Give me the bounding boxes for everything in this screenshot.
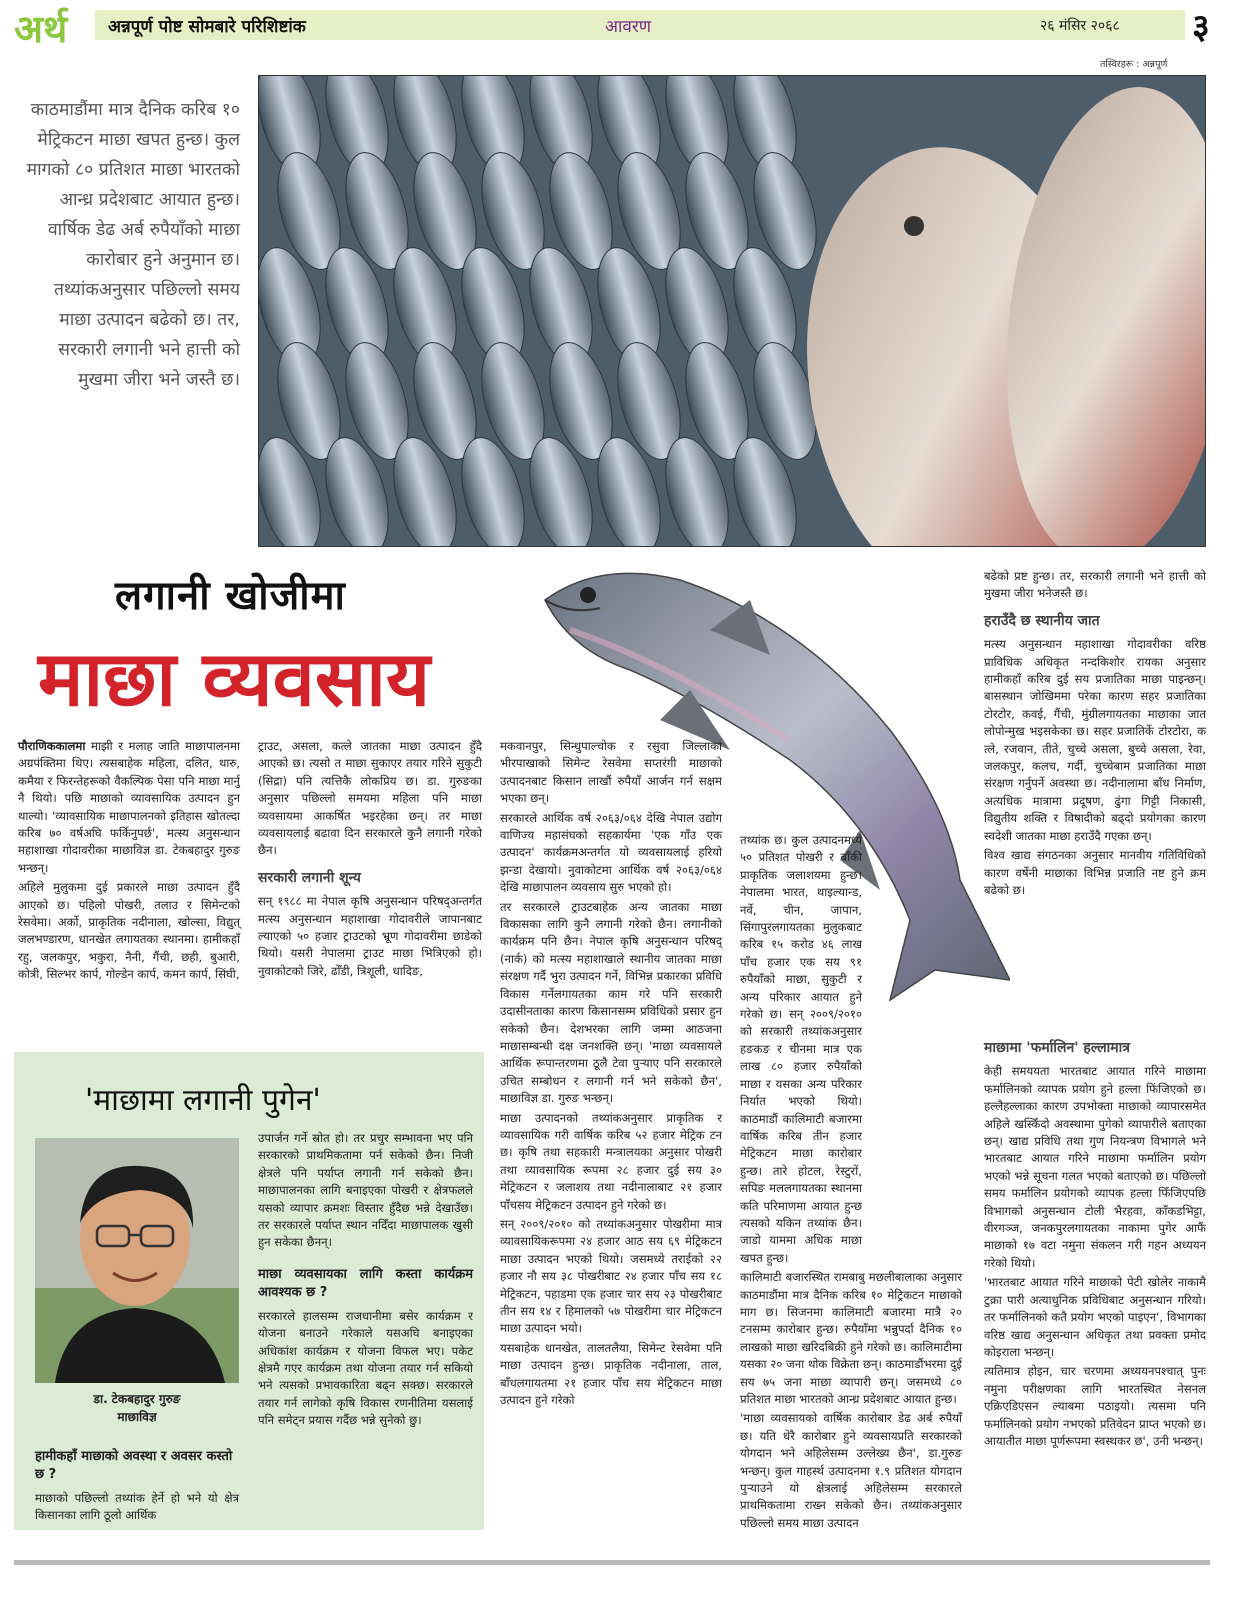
paper-name: अन्नपूर्ण पोष्ट सोमबारे परिशिष्टांक bbox=[108, 17, 306, 37]
interview-question-2: माछा व्यवसायका लागि कस्ता कार्यक्रम आवश्यक छ ? bbox=[258, 1266, 473, 1300]
article-column-2: ट्राउट, असला, कत्ले जातका माछा उत्पादन हुँदै आएको छ। त्यसो त माछा सुकाएर तयार गरिने सुकुटी (सिद्रा) पनि त्यत्तिकै लोकप्रिय छ। डा. गुरुङका अनुसार पछिल्लो समयमा महिला पनि माछा व्यवसायमा आकर्षित भइरहेका छन्। तर माछा व्यवसायलाई बढावा दिन सरकारले कुनै लगानी गरेको छैन। सरकारी लगानी शून्य सन् १९८८ मा नेपाल कृषि अनुसन्धान परिषद्अन्तर्गत मत्स्य अनुसन्धान महाशाखा गोदावरीले जापानबाट ल्याएको ५० हजार ट्राउटको भ्रूण गोदावरीमा छाडेको थियो। यसरी नेपालमा ट्राउट माछा भित्रिएको हो। नुवाकोटको जिरे, ढोँडी, त्रिशूली, धादिङ, bbox=[258, 739, 482, 978]
page-number: ३ bbox=[1192, 7, 1210, 47]
portrait-photo bbox=[35, 1138, 239, 1383]
headline: माछा व्यवसाय bbox=[38, 634, 431, 723]
article-column-5: बढेको प्रष्ट हुन्छ। तर, सरकारी लगानी भने हात्ती को मुखमा जीरा भनेजस्तै छ। हराउँदै छ स्थानीय जात मत्स्य अनुसन्धान महाशाखा गोदावरीका वरिष्ठ प्राविधिक अधिकृत नन्दकिशोर रायका अनुसार हामीकहाँ करिब दुई सय प्रजातिका माछा पाइन्छन्। बासस्थान जोखिममा परेका कारण सहर प्रजातिका टोरटोर, कवई, गैंची, मुंग्रीलगायतका माछाका जात लोपोन्मुख भइसकेका छ। सहर प्रजातिर्के टोरटोरा, क त्ले, रजवान, तीते, चुच्चे असला, बुच्चे असला, रेवा, जलकपुर, कलच, गर्दी, चुच्चेबाम प्रजातिका माछा संरक्षण गर्नुपर्ने अवस्था छ। नदीनालामा बाँध निर्माण, अत्यधिक मात्रामा प्रदूषण, ढुंगा गिट्टी निकासी, विद्युतीय शक्ति र विषादीको बढ्दो प्रयोगका कारण स्वदेशी जातका माछा हराउँदै गएका छन्। विश्व खाद्य संगठनका अनुसार मानवीय गतिविधिको कारण वर्षेनी माछाका विभिन्न प्रजाति नष्ट हुने क्रम बढेको छ। bbox=[984, 569, 1206, 897]
article-column-1: पौराणिककालमा माझी र मलाह जाति माछापालनमा अग्रपंक्तिमा थिए। त्यसबाहेक महिला, दलित, थारु, कमैया र फिरन्तेहरूको वैकल्पिक पेसा पनि माछा मार्नु नै थियो। पछि माछाको व्यावसायिक उत्पादन हुन थाल्यो। 'व्यावसायिक माछापालनको इतिहास खोतल्दा करिब ७० वर्षअघि फर्किनुपर्छ', मत्स्य अनुसन्धान महाशाखा गोदावरीका माछाविज्ञ डा. टेकबहादुर गुरुङ भन्छन्। अहिले मुलुकमा दुई प्रकारले माछा उत्पादन हुँदै आएको छ। पहिलो पोखरी, तलाउ र सिमेन्टको रेसवेमा। अर्को, प्राकृतिक नदीनाला, खोल्सा, विद्युत् जलभण्डारण, धानखेत लगायतका स्थानमा। हामीकहाँ रहु, जलकपुर, भकुरा, नैनी, गैंची, छही, बुआरी, कोत्री, सिल्भर कार्प, गोल्डेन कार्प, कमन कार्प, सिंघी, bbox=[18, 739, 240, 982]
fish-market-photo bbox=[258, 75, 1206, 547]
article-column-3: मकवानपुर, सिन्धुपाल्चोक र रसुवा जिल्लाका भीरपाखाको सिमेन्ट रेसवेमा सप्तरंगी माछाको उत्पादनबाट किसान लाखौं रुपैयाँ आर्जन गर्न सक्षम भएका छन्। सरकारले आर्थिक वर्ष २०६३/०६४ देखि नेपाल उद्योग वाणिज्य महासंघको सहकार्यमा 'एक गाँउ एक उत्पादन' कार्यक्रमअन्तर्गत यो व्यवसायलाई हरियो झन्डा देखायो। नुवाकोटमा आर्थिक वर्ष २०६३/०६४ देखि माछापालन व्यवसाय सुरु भएको हो। तर सरकारले ट्राउटबाहेक अन्य जातका माछा विकासका लागि कुनै लगानी गरेको छैन। लगानीको कार्यक्रम पनि छैन। नेपाल कृषि अनुसन्धान परिषद् (नार्क) को मत्स्य महाशाखाले स्थानीय जातका माछा संरक्षण गर्दै भुरा उत्पादन गर्ने, विभिन्न प्रकारका प्रविधि विकास गर्नेलगायतका काम गरे पनि सरकारी उदासीनताका कारण किसानसम्म प्रविधिको प्रसार हुन सकेको छैन। देशभरका लागि जम्मा आठजना माछासम्बन्धी दक्ष जनशक्ति छन्। 'माछा व्यवसायले आर्थिक रूपान्तरणमा ठूलै टेवा पुऱ्याए पनि सरकारले उचित सम्बोधन र लगानी गर्न भने सकेको छैन', माछाविज्ञ डा. गुरुङ भन्छन्। माछा उत्पादनको तथ्यांकअनुसार प्राकृतिक र व्यावसायिक गरी वार्षिक करिब ५२ हजार मेट्रिक टन छ। कृषि तथा सहकारी मन्त्रालयका अनुसार पोखरी तथा व्यावसायिक रूपमा २८ हजार दुई सय ३० मेट्रिकटन र जलाशय तथा नदीनालाबाट २१ हजार पाँचसय मेट्रिकटन उत्पादन हुने गरेको छ। सन् २००९/२०१० को तथ्यांकअनुसार पोखरीमा मात्र व्यावसायिकरूपमा २४ हजार आठ सय ६९ मेट्रिकटन माछा उत्पादन भएको थियो। जसमध्ये तराईको २२ हजार नौ सय ३८ पोखरीबाट २४ हजार पाँच सय १८ मेट्रिकटन, पहाडमा एक हजार चार सय २३ पोखरीबाट तीन सय १४ र हिमालको ५७ पोखरीमा चार मेट्रिकटन माछा उत्पादन भयो। यसबाहेक धानखेत, तालतलैया, सिमेन्ट रेसवेमा पनि माछा उत्पादन हुन्छ। प्राकृतिक नदीनाला, ताल, बाँधलगायतमा २१ हजार पाँच सय मेट्रिकटन माछा उत्पादन हुने गरेको bbox=[500, 739, 722, 1408]
article-column-4: तथ्यांक छ। कुल उत्पादनमध्ये ५० प्रतिशत पोखरी र बाँकी प्राकृतिक जलाशयमा हुन्छ। नेपालमा भारत, थाइल्यान्ड, नर्वे, चीन, जापान, सिंगापुरलगायतका मुलुकबाट करिब १५ करोड ४६ लाख पाँच हजार एक सय ९१ रुपैयाँको माछा, सुकुटी र अन्य परिकार आयात हुने गरेको छ। सन् २००९/२०१० को सरकारी तथ्यांकअनुसार हङकङ र चीनमा मात्र एक लाख ८० हजार रुपैयाँको माछा र यसका अन्य परिकार निर्यात भएको थियो। काठमाडौं कालिमाटी बजारमा वार्षिक करिब तीन हजार मेट्रिकटन माछा कारोबार हुन्छ। तारे होटल, रेस्टुरों, सपिङ मललगायतका स्थानमा कति परिमाणमा आयात हुन्छ त्यसको यकिन तथ्यांक छैन। जाडो याममा अधिक माछा खपत हुन्छ। कालिमाटी बजारस्थित रामबाबु मछलीबालाका अनुसार काठमाडौंमा मात्र दैनिक करिब १० मेट्रिकटन माछाको माग छ। सिजनमा कालिमाटी बजारमा मात्रै २० टनसम्म कारोबार हुन्छ। रुपैयाँमा भन्नुपर्दा दैनिक १० लाखको माछा खरिदबिक्री हुने गरेको छ। कालिमाटीमा यसका २० जना थोक विक्रेता छन्। काठमाडौंभरमा दुई सय ७५ जना माछा व्यापारी छन्। जसमध्ये ८० प्रतिशत माछा भारतको आन्ध्र प्रदेशबाट आयात हुन्छ। 'माछा व्यवसायको वार्षिक कारोबार डेढ अर्ब रुपैयाँ छ। यति धेरै कारोबार हुने व्यवसायप्रति सरकारको योगदान भने अहिलेसम्म उल्लेख्य छैन', डा.गुरुङ भन्छन्। कुल गाहर्स्थ उत्पादनमा १.९ प्रतिशत योगदान पुऱ्याउने यो क्षेत्रलाई अहिलेसम्म सरकारले प्राथमिकतामा राख्न सकेको छैन। तथ्यांकअनुसार पछिल्लो समय माछा उत्पादन bbox=[740, 833, 962, 1530]
article-column-5-lower: माछामा 'फर्मालिन' हल्लामात्र केही समययता भारतबाट आयात गरिने माछामा फर्मालिनको व्यापक प्रयोग हुने हल्ला फिंजिएको छ। हल्लैहल्लाका कारण उपभोक्ता माछाको व्यापारसमेत अहिले खस्किँदो अवस्थामा पुगेको व्यापारीले बताएका छन्। खाद्य प्रविधि तथा गुण नियन्त्रण विभागले भने भारतबाट आयात गरिने माछामा फर्मालिन प्रयोग भएको भन्ने सूचना गलत भएको बताएको छ। पछिल्लो समय फर्मालिन प्रयोगको व्यापक हल्ला फिँजिएपछि विभागको अनुसन्धान टोली भैरहवा, काँकडभिट्टा, वीरगञ्ज, जनकपुरलगायतका नाकामा पुगेर आफैं माछाको १७ वटा नमुना संकलन गरी गहन अध्ययन गरेको थियो। 'भारतबाट आयात गरिने माछाको पेटी खोलेर नाकामै टुक्रा पारी अत्याधुनिक प्रविधिबाट अनुसन्धान गरियो। तर फर्मालिनको कतै प्रयोग भएको पाइएन', विभागका वरिष्ठ खाद्य अनुसन्धान अधिकृत तथा प्रवक्ता प्रमोद कोइराला भन्छन्। त्यतिमात्र होइन, चार चरणमा अध्ययनपश्चात् पुनः नमुना परीक्षणका लागि भारतस्थित नेसनल एक्रिएडिएसन ल्याबमा पठाइयो। त्यसमा पनि फर्मालिनको प्रयोग नभएको प्रतिवेदन प्राप्त भएको छ। आयातीत माछा पूर्णरूपमा स्वस्थकर छ', उनी भन्छन्। bbox=[984, 1040, 1206, 1448]
subheading: सरकारी लगानी शून्य bbox=[258, 869, 361, 886]
page-bottom-rule bbox=[14, 1560, 1210, 1565]
portrait-caption: डा. टेकबहादुर गुरुङ माछाविज्ञ bbox=[93, 1392, 181, 1424]
lead-paragraph: काठमाडौंमा मात्र दैनिक करिब १० मेट्रिकटन माछा खपत हुन्छ। कुल मागको ८० प्रतिशत माछा भारतको आन्ध्र प्रदेशबाट आयात हुन्छ। वार्षिक डेढ अर्ब रुपैयाँको माछा कारोबार हुने अनुमान छ। तथ्यांकअनुसार पछिल्लो समय माछा उत्पादन बढेको छ। तर, सरकारी लगानी भने हात्ती को मुखमा जीरा भने जस्तै छ। bbox=[26, 100, 240, 390]
section-name: आवरण bbox=[605, 17, 652, 37]
interview-title: 'माछामा लगानी पुगेन' bbox=[85, 1083, 321, 1118]
interview-answer-1: माछाको पछिल्लो तथ्यांक हेर्ने हो भने यो क्षेत्र किसानका लागि ठूलो आर्थिक bbox=[35, 1491, 239, 1523]
subheading: हराउँदै छ स्थानीय जात bbox=[984, 612, 1100, 629]
headline-kicker: लगानी खोजीमा bbox=[115, 573, 346, 619]
issue-date: २६ मंसिर २०६८ bbox=[1040, 18, 1120, 34]
interview-question-1: हामीकहाँ माछाको अवस्था र अवसर कस्तो छ ? bbox=[35, 1449, 233, 1482]
lead-word: पौराणिककालमा bbox=[18, 739, 86, 753]
section-logo: अर्थ bbox=[14, 6, 68, 51]
photo-credit: तस्विरहरू : अन्नपूर्ण bbox=[1100, 59, 1168, 70]
subheading: माछामा 'फर्मालिन' हल्लामात्र bbox=[984, 1040, 1131, 1056]
interview-column-2: उपार्जन गर्ने स्रोत हो। तर प्रचुर सम्भावना भए पनि सरकारको प्राथमिकतामा पर्न सकेको छैन। निजी क्षेत्रले पनि पर्याप्त लगानी गर्न सकेको छैन। माछापालनका लागि बनाइएका पोखरी र क्षेत्रफलले यसको व्यापार क्रमशः विस्तार हुँदैछ भन्ने देखाउँछ। तर सरकारले पर्याप्त स्थान नदिँदा माछापालक खुसी हुन सकेका छैनन्। माछा व्यवसायका लागि कस्ता कार्यक्रम आवश्यक छ ? सरकारले हालसम्म राजधानीमा बसेर कार्यक्रम र योजना बनाउने गरेकाले यसअघि बनाइएका अधिकांश कार्यक्रम र योजना विफल भए। पकेट क्षेत्रमै गएर कार्यक्रम तथा योजना तयार गर्न सकियो भने त्यसको प्रभावकारिता बढ्न सक्छ। सरकारले तयार गर्न लागेको कृषि विकास रणनीतिमा यसलाई पनि समेट्न प्रयास गर्दैछ भन्ने सुनेको छु। bbox=[258, 1131, 473, 1428]
